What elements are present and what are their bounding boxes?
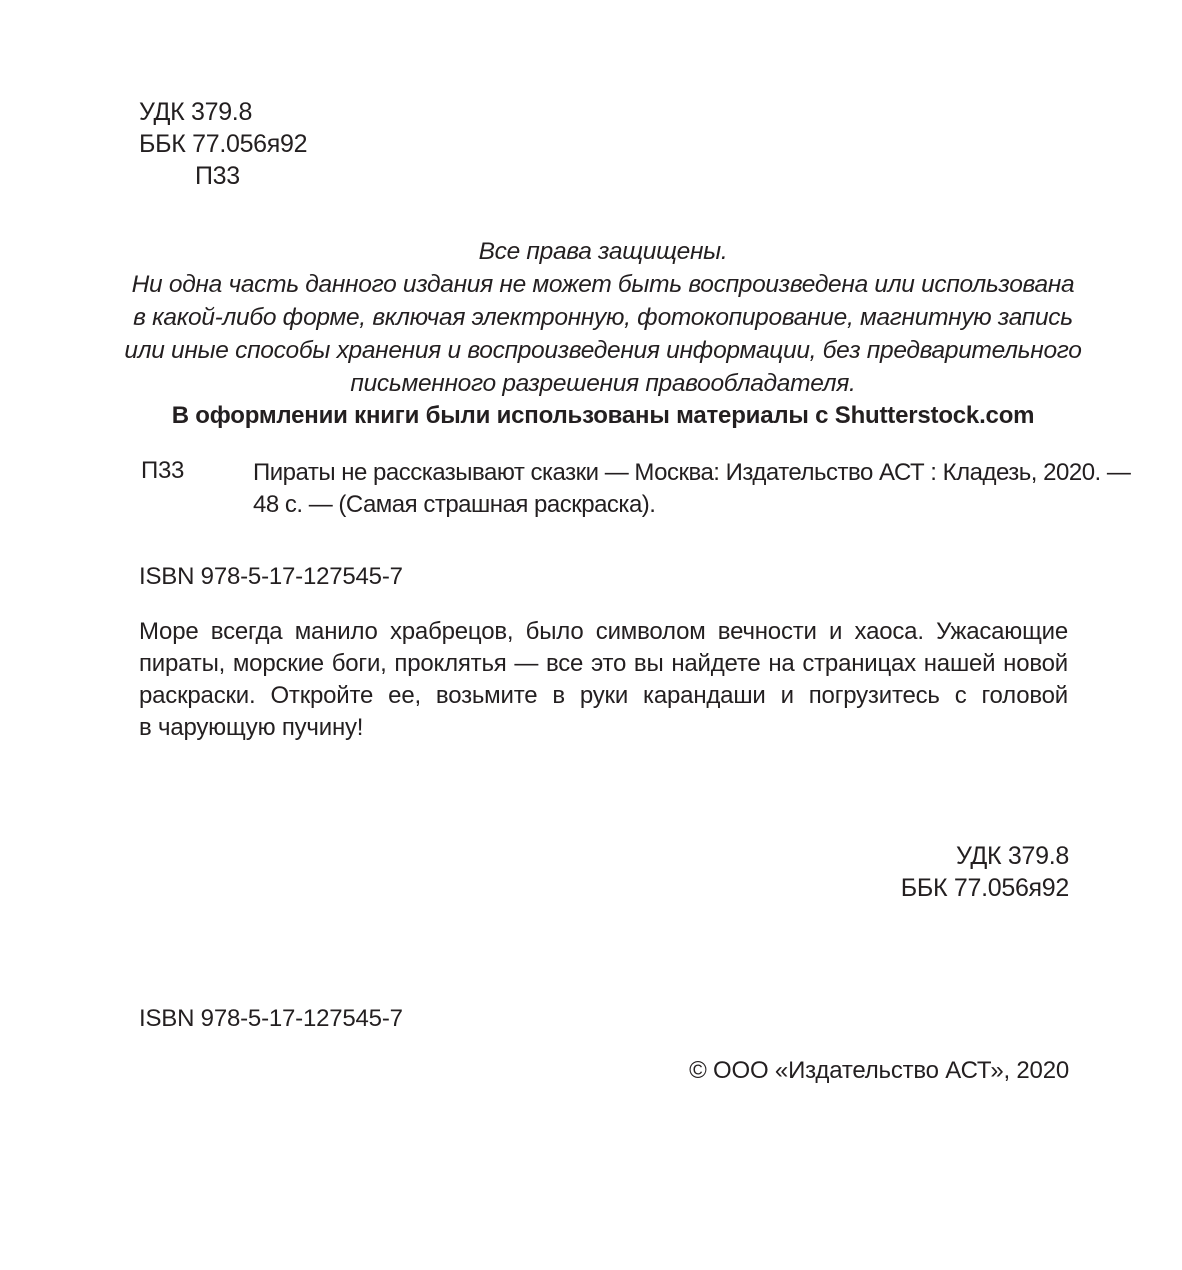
author-sign-code: П33 <box>195 162 240 190</box>
annotation-line-2: пираты, морские боги, проклятья — все это вы найдете на страницах нашей новой <box>139 650 1068 677</box>
shutterstock-credits-line: В оформлении книги были использованы материалы с Shutterstock.com <box>171 402 1035 429</box>
annotation-line-3: раскраски. Откройте ее, возьмите в руки карандаши и погрузитесь с головой <box>139 682 1068 709</box>
rights-line-2: Ни одна часть данного издания не может быть воспроизведена или использована <box>131 271 1075 298</box>
classification-codes-top <box>139 96 307 192</box>
isbn-bottom: ISBN 978-5-17-127545-7 <box>139 1005 403 1032</box>
rights-line-5: письменного разрешения правообладателя. <box>350 370 856 397</box>
rights-line-1: Все права защищены. <box>478 238 728 265</box>
isbn-top: ISBN 978-5-17-127545-7 <box>139 563 403 590</box>
annotation-line-1: Море всегда манило храбрецов, было символом вечности и хаоса. Ужасающие <box>139 618 1068 645</box>
bbk-code-top: ББК 77.056я92 <box>139 130 308 158</box>
copyright-line: © ООО «Издательство АСТ», 2020 <box>689 1057 1069 1084</box>
bib-entry-line-2: 48 с. — (Самая страшная раскраска). <box>253 491 656 518</box>
classification-codes-bottom <box>901 840 1069 904</box>
rights-line-3: в какой-либо форме, включая электронную, фотокопирование, магнитную запись <box>133 304 1073 331</box>
rights-notice <box>24 235 1182 400</box>
bib-entry-line-1: Пираты не рассказывают сказки — Москва: Издательство АСТ : Кладезь, 2020. — <box>253 459 1131 486</box>
udk-code-bottom: УДК 379.8 <box>955 842 1069 870</box>
udk-code-top: УДК 379.8 <box>139 98 253 126</box>
bib-entry-text <box>253 457 1130 521</box>
bbk-code-bottom: ББК 77.056я92 <box>900 874 1069 902</box>
annotation-paragraph <box>139 616 1068 744</box>
annotation-line-4: в чарующую пучину! <box>139 714 364 741</box>
rights-line-4: или иные способы хранения и воспроизведения информации, без предварительного <box>124 337 1082 364</box>
bib-entry-label: П33 <box>141 457 185 484</box>
